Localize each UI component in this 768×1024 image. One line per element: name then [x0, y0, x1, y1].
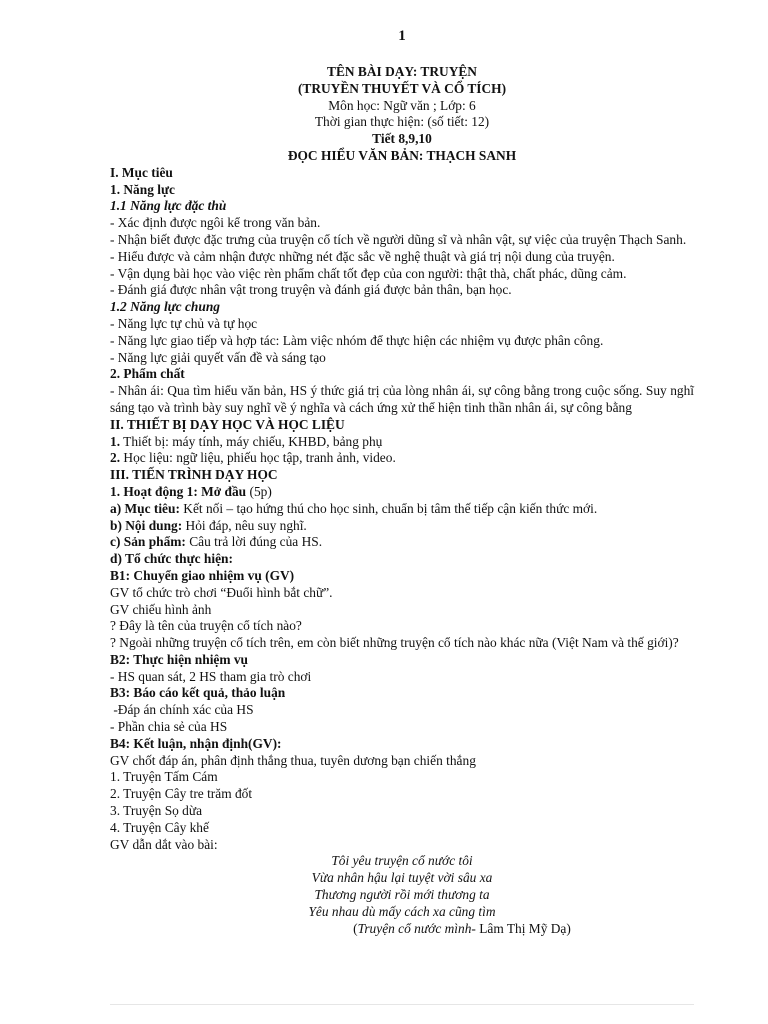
- product-label: c) Sản phẩm:: [110, 534, 186, 550]
- reading-title: ĐỌC HIỂU VĂN BẢN: THẠCH SANH: [287, 147, 517, 163]
- poem-line: Thương người rồi mới thương ta: [314, 887, 490, 903]
- list-item: 2. Truyện Cây tre trăm đốt: [110, 786, 253, 802]
- section-objectives-heading: I. Mục tiêu: [110, 164, 173, 180]
- content-label: b) Nội dung:: [110, 517, 183, 533]
- list-item: - Năng lực giải quyết vấn đề và sáng tạo: [110, 349, 326, 365]
- list-item: 3. Truyện Sọ dừa: [110, 803, 203, 819]
- list-item: - HS quan sát, 2 HS tham gia trò chơi: [110, 668, 312, 684]
- step3-heading: B3: Báo cáo kết quả, thảo luận: [110, 685, 286, 701]
- list-item: - Năng lực tự chủ và tự học: [110, 315, 258, 331]
- list-item: - Hiểu được và cảm nhận được những nét đặc sắc về nghệ thuật và giá trị nội dung của truyện.: [110, 248, 615, 264]
- list-item: [110, 434, 694, 451]
- document-page: [110, 24, 694, 937]
- quality-heading: 2. Phẩm chất: [110, 366, 185, 382]
- page-bottom-divider: [110, 1004, 694, 1005]
- list-item: [110, 450, 694, 467]
- content-text: Hỏi đáp, nêu suy nghĩ.: [182, 517, 307, 533]
- activity-title: 1. Hoạt động 1: Mở đầu: [110, 483, 247, 499]
- product-line: [110, 534, 694, 551]
- step4-heading: B4: Kết luận, nhận định(GV):: [110, 735, 282, 751]
- subject-line: Môn học: Ngữ văn ; Lớp: 6: [328, 97, 476, 113]
- objective-label: a) Mục tiêu:: [110, 500, 180, 516]
- list-item: GV dẫn dắt vào bài:: [110, 836, 218, 852]
- poem-source-author: - Lâm Thị Mỹ Dạ): [471, 920, 571, 936]
- lesson-subtitle: (TRUYỀN THUYẾT VÀ CỔ TÍCH): [297, 80, 507, 96]
- product-text: Câu trả lời đúng của HS.: [185, 534, 323, 550]
- section-equipment-heading: II. THIẾT BỊ DẠY HỌC VÀ HỌC LIỆU: [110, 416, 345, 432]
- list-item: ? Ngoài những truyện cổ tích trên, em còn biết những truyện cổ tích nào khác nữa (Việt Nam và thế giới)?: [110, 635, 679, 651]
- poem-line: Yêu nhau dù mấy cách xa cũng tìm: [308, 903, 496, 919]
- section-process-heading: III. TIẾN TRÌNH DẠY HỌC: [110, 467, 278, 483]
- activity-heading: [110, 484, 694, 501]
- step2-heading: B2: Thực hiện nhiệm vụ: [110, 651, 249, 667]
- poem-source: (Truyện cổ nước mình- Lâm Thị Mỹ Dạ): [353, 920, 571, 936]
- step1-heading: B1: Chuyển giao nhiệm vụ (GV): [110, 567, 295, 583]
- list-item: 1. Truyện Tấm Cám: [110, 769, 218, 785]
- item-text: Thiết bị: máy tính, máy chiếu, KHBD, bảng phụ: [120, 433, 383, 449]
- lesson-title: TÊN BÀI DẠY: TRUYỆN: [327, 64, 477, 79]
- list-item: - Phần chia sẻ của HS: [110, 719, 228, 735]
- content-line: [110, 518, 694, 535]
- list-item: -Đáp án chính xác của HS: [110, 702, 254, 718]
- item-number: 2.: [110, 450, 121, 466]
- list-item: ? Đây là tên của truyện cổ tích nào?: [110, 618, 302, 634]
- list-item: - Nhận biết được đặc trưng của truyện cổ tích về người dũng sĩ và nhân vật, sự việc của truyện Thạch Sanh.: [110, 231, 687, 247]
- special-capacity-heading: 1.1 Năng lực đặc thù: [110, 198, 227, 214]
- list-item: GV tổ chức trò chơi “Đuổi hình bắt chữ”.: [110, 584, 333, 600]
- lesson-periods: Tiết 8,9,10: [372, 131, 432, 147]
- capacity-heading: 1. Năng lực: [110, 181, 175, 197]
- list-item: 4. Truyện Cây khế: [110, 819, 209, 835]
- list-item: - Xác định được ngôi kể trong văn bản.: [110, 215, 321, 231]
- objective-text: Kết nối – tạo hứng thú cho học sinh, chuẩn bị tâm thế tiếp cận kiến thức mới.: [179, 500, 598, 516]
- poem-source-title: Truyện cổ nước mình: [357, 920, 472, 936]
- organization-heading: d) Tổ chức thực hiện:: [110, 551, 233, 567]
- quality-paragraph: - Nhân ái: Qua tìm hiểu văn bản, HS ý thức giá trị của lòng nhân ái, sự công bằng trong cuộc sống. Suy nghĩ sáng tạo và trình bày suy nghĩ về ý nghĩa và cách ứng xử thể hiện tinh thần nhân ái, sự công bằng: [110, 383, 694, 415]
- poem-line: Vừa nhân hậu lại tuyệt vời sâu xa: [311, 870, 493, 886]
- general-capacity-heading: 1.2 Năng lực chung: [110, 299, 220, 315]
- list-item: - Đánh giá được nhân vật trong truyện và đánh giá được bản thân, bạn học.: [110, 282, 512, 298]
- list-item: GV chiếu hình ảnh: [110, 601, 212, 617]
- item-number: 1.: [110, 433, 121, 449]
- list-item: - Vận dụng bài học vào việc rèn phẩm chất tốt đẹp của con người: thật thà, chất phác, dũng cảm.: [110, 265, 627, 281]
- objective-line: [110, 501, 694, 518]
- poem-line: Tôi yêu truyện cổ nước tôi: [331, 853, 473, 869]
- time-line: Thời gian thực hiện: (số tiết: 12): [314, 114, 490, 130]
- list-item: GV chốt đáp án, phân định thắng thua, tuyên dương bạn chiến thắng: [110, 752, 476, 768]
- activity-time: (5p): [246, 483, 272, 499]
- item-text: Học liệu: ngữ liệu, phiếu học tập, tranh ảnh, video.: [120, 450, 396, 466]
- page-number: 1: [398, 28, 406, 44]
- list-item: - Năng lực giao tiếp và hợp tác: Làm việc nhóm để thực hiện các nhiệm vụ được phân công.: [110, 332, 604, 348]
